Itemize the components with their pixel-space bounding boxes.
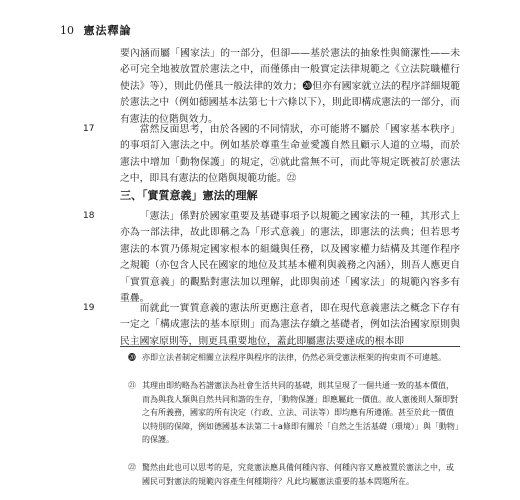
section-heading: 三、「實質意義」憲法的理解 bbox=[120, 189, 258, 202]
footnote-20 bbox=[128, 351, 460, 365]
paragraph-text: 而就此一實質意義的憲法所更應注意者，即在現代意義憲法之概念下存有一定之「構成憲法的基本原則」而為憲法存續之基礎者，例如法治國家原則與民主國家原則等，則更具重要地位，蓋此即屬憲法要達成的根本即 bbox=[120, 303, 460, 347]
paragraph-marker-17: 17 bbox=[83, 124, 95, 134]
footnote-marker: ⓴ bbox=[128, 353, 136, 362]
paragraph-text: 當然反面思考，由於各國的不同情狀，亦可能將不屬於「國家基本秩序」的事項訂入憲法之中。例如基於尊重生命並愛護自然且顧示人道的立場，而於憲法中增加「動物保護」的規定，㉑就此當無不可，而此等規定既被訂於憲法之中，即具有憲法的位階與規範功能。㉒ bbox=[120, 124, 460, 185]
footnote-text: 亦即立法者制定相關立法程序與程序的法律，仍然必須受憲法框架的拘束而不可違越。 bbox=[142, 353, 446, 362]
footnote-22 bbox=[128, 461, 460, 488]
footnote-text: 驚然由此也可以思考的是，究竟憲法應具備何種內容、何種內容又應被置於憲法之中，或國民可對憲法的規範內容產生何種期待？凡此均屬憲法重要的基本問題所在。 bbox=[142, 463, 454, 486]
paragraph-marker-18: 18 bbox=[83, 211, 95, 221]
footnote-divider bbox=[120, 346, 460, 347]
running-title: 憲法釋論 bbox=[83, 24, 132, 37]
paragraph-19 bbox=[120, 301, 460, 350]
footnote-text: 其理由即約略為若譜憲法為社會生活共同的基礎，則其呈現了一個共通一致的基本價值，而為與我人類與自然共同和諧的生存，「動物保護」即應屬此一價值。故人憲後則人類即對之有所義務，國家的所有決定（行政、立法、司法等）即均應有所遵循。甚至於此一價值以特別的保障，例如德國基本法第二十a條即有關於「自然之生活基礎（環境）」與「動物」的保護。 bbox=[142, 381, 459, 444]
paragraph-marker-19: 19 bbox=[83, 303, 95, 313]
running-header bbox=[60, 22, 132, 38]
continued-paragraph bbox=[120, 46, 460, 128]
paragraph-18 bbox=[120, 209, 460, 307]
paragraph-text: 要內涵而屬「國家法」的一部分，但卻——基於憲法的抽象性與簡潔性——未必可完全地被放置於憲法之中，而僅係由一般實定法律規範之《立法院職權行使法》等），則此仍僅具一般法律的效力；⓴但亦有國家就立法的程序詳細規範於憲法之中（例如德國基本法第七十六條以下），則此即構成憲法的一部分，而有憲法的位階與效力。 bbox=[120, 48, 460, 125]
footnote-marker: ㉑ bbox=[128, 381, 136, 390]
paragraph-text: 「憲法」係對於國家重要及基礎事項予以規範之國家法的一種，其形式上亦為一部法律，故此即稱之為「形式意義」的憲法，即憲法的法典；但若思考憲法的本質乃係規定國家根本的組織與任務，以及國家權力結構及其運作程序之規範（亦包含人民在國家的地位及其基本權利與義務之內涵），則吾人應更自「實質意義」的觀點對憲法加以理解，此即與前述「國家法」的規範內容多有重疊。 bbox=[120, 211, 460, 305]
footnote-21 bbox=[128, 379, 460, 447]
paragraph-17 bbox=[120, 122, 460, 188]
page-number: 10 bbox=[60, 24, 74, 37]
footnote-marker: ㉒ bbox=[128, 463, 136, 472]
